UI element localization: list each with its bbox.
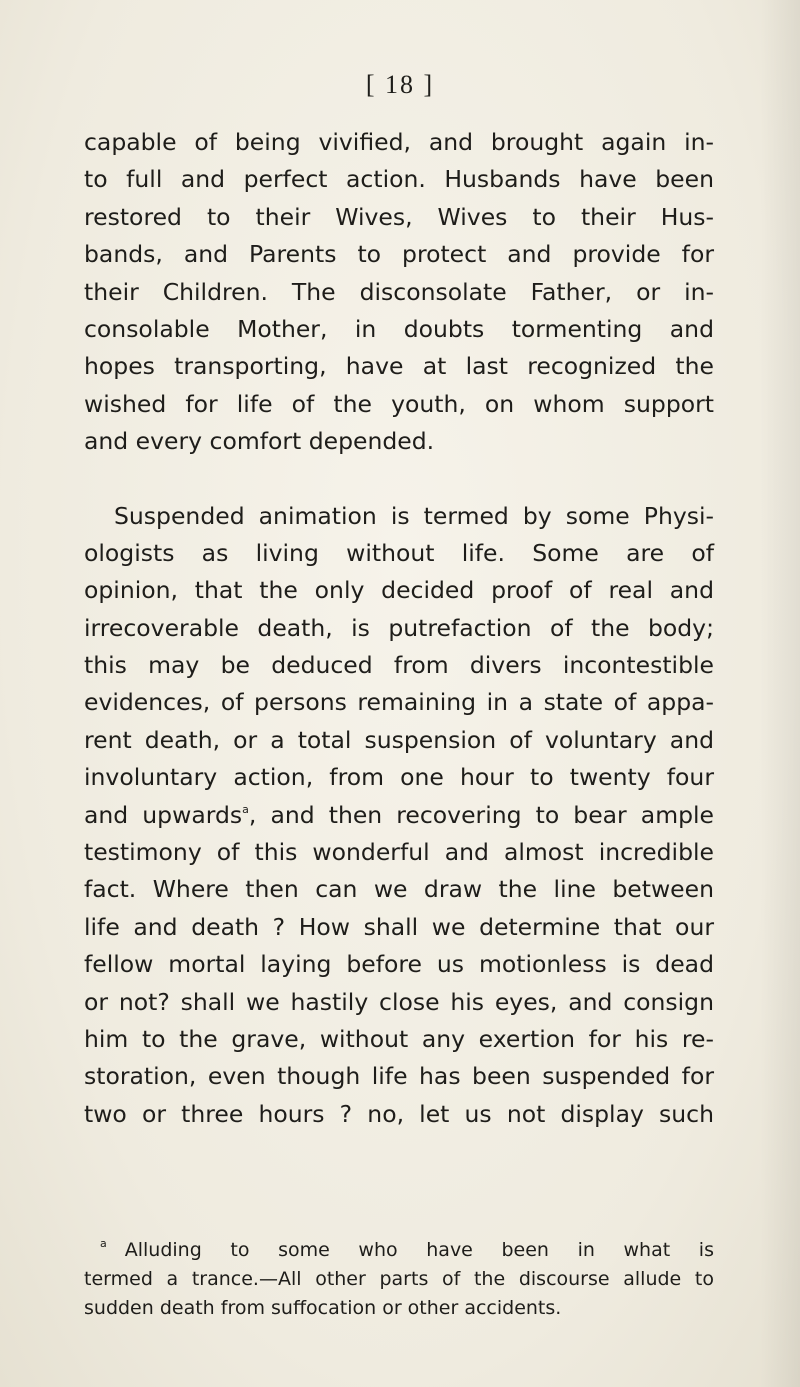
text-line: involuntary action, from one hour to twenty four [84, 763, 714, 792]
footnote-line [84, 1236, 714, 1265]
text-line: Suspended animation is termed by some Physi- [114, 501, 714, 530]
text-line: life and death ? How shall we determine that our [84, 912, 714, 941]
footnote-line: termed a trance.—All other parts of the discourse allude to [84, 1268, 714, 1290]
text-line: testimony of this wonderful and almost incredible [84, 838, 714, 867]
footnote-reference: a [242, 802, 249, 816]
text-line: him to the grave, without any exertion for his re- [84, 1024, 714, 1053]
text-line: rent death, or a total suspension of voluntary and [84, 725, 714, 754]
text-line: this may be deduced from divers incontestible [84, 651, 714, 680]
text-line: wished for life of the youth, on whom support [84, 389, 714, 418]
text-line: ologists as living without life. Some are of [84, 538, 714, 567]
paragraph-gap [84, 461, 714, 498]
text-line: storation, even though life has been suspended for [84, 1062, 714, 1091]
text-line: or not? shall we hastily close his eyes, and consign [84, 987, 714, 1016]
main-text [84, 124, 714, 1133]
text-line: evidences, of persons remaining in a state of appa- [84, 688, 714, 717]
text-line-with-footnote-ref [84, 797, 714, 834]
text-line: two or three hours ? no, let us not display such [84, 1099, 714, 1128]
text-line: restored to their Wives, Wives to their Hus- [84, 202, 714, 231]
text-line: and every comfort depended. [84, 427, 435, 456]
text-line: consolable Mother, in doubts tormenting and [84, 314, 714, 343]
text-line: their Children. The disconsolate Father, or in- [84, 277, 714, 306]
footnote-text: Alluding to some who have been in what is [124, 1239, 714, 1261]
text-line: fellow mortal laying before us motionless is dead [84, 950, 714, 979]
text-line: opinion, that the only decided proof of real and [84, 576, 714, 605]
text-line: irrecoverable death, is putrefaction of the body; [84, 613, 714, 642]
text-line: fact. Where then can we draw the line between [84, 875, 714, 904]
text-line: capable of being vivified, and brought again in- [84, 128, 714, 156]
text-segment: , and then recovering to bear ample [248, 800, 714, 829]
text-line: to full and perfect action. Husbands have been [84, 165, 714, 194]
text-line: hopes transporting, have at last recognized the [84, 352, 714, 381]
text-line: bands, and Parents to protect and provide for [84, 240, 714, 269]
footnote-line: sudden death from suffocation or other accidents. [84, 1297, 562, 1319]
footnote-mark: a [100, 1237, 107, 1250]
footnote [84, 1236, 714, 1323]
text-segment: and upwards [84, 800, 243, 829]
page-number: [ 18 ] [365, 70, 435, 99]
